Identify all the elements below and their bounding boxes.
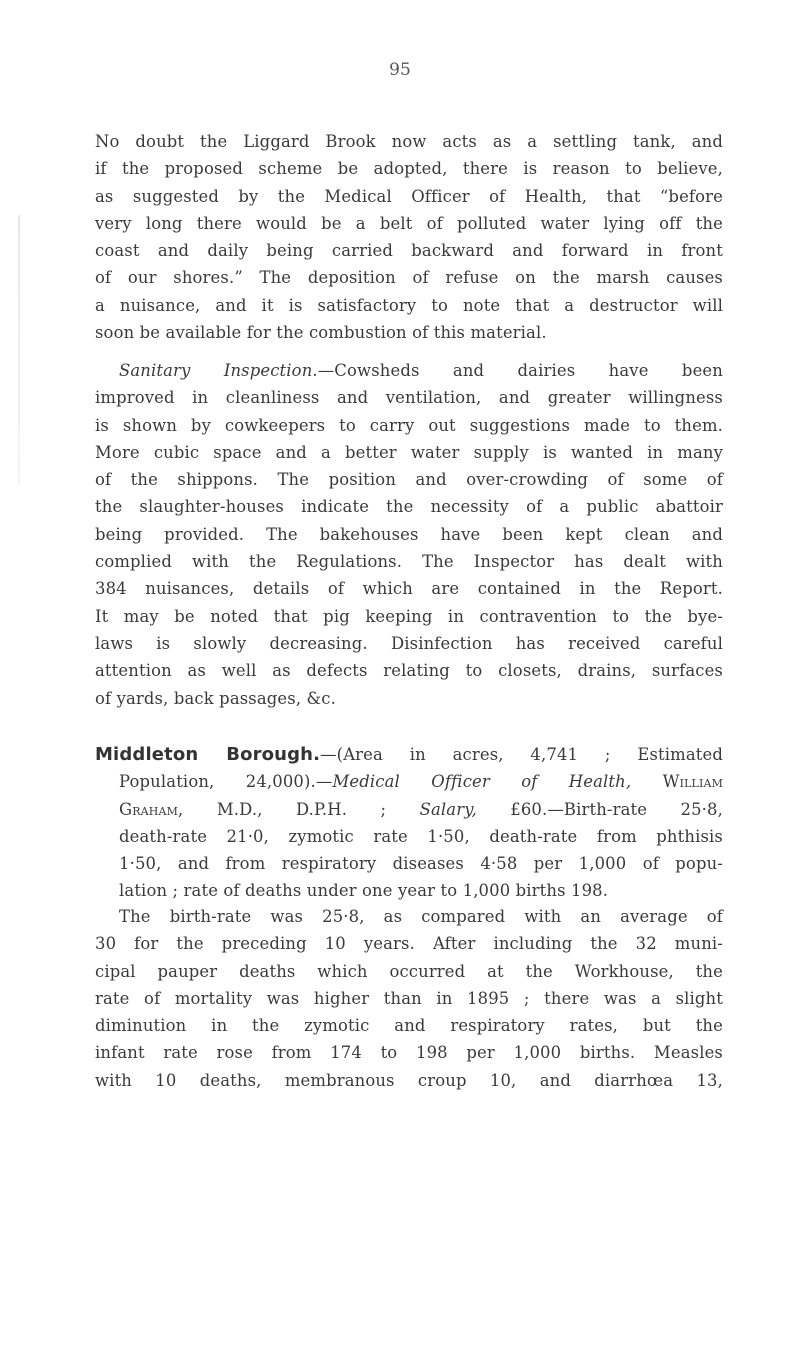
margin-scan-mark [18, 215, 20, 485]
text-line: the slaughter-houses indicate the necessity of a public abattoir [95, 497, 723, 517]
text-line: a nuisance, and it is satisfactory to note that a destructor will [95, 295, 723, 315]
officer-name: William [662, 772, 723, 792]
text-line: of yards, back passages, &c. [95, 688, 336, 708]
text-line: 30 for the preceding 10 years. After including the 32 muni- [95, 934, 723, 954]
text-run: —(Area in acres, 4,741 ; Estimated [320, 745, 724, 764]
paragraph-middleton-borough [95, 741, 723, 905]
text-line: cipal pauper deaths which occurred at the Workhouse, the [95, 961, 723, 981]
page-number: 95 [389, 60, 411, 80]
paragraph-birth-rate [95, 903, 723, 1094]
text-run: £60.—Birth-rate 25·8, [510, 799, 723, 819]
text-run: —Cowsheds and dairies have been [317, 361, 723, 380]
text-line: if the proposed scheme be adopted, there is reason to believe, [95, 159, 723, 179]
text-line: 384 nuisances, details of which are contained in the Report. [95, 579, 723, 599]
salary-label: Salary, [419, 799, 477, 819]
section-heading-middleton-borough: Middleton Borough. [95, 744, 321, 765]
text-line: coast and daily being carried backward and forward in front [95, 241, 723, 261]
text-line: diminution in the zymotic and respiratory rates, but the [95, 1016, 723, 1036]
text-line: with 10 deaths, membranous croup 10, and diarrhœa 13, [95, 1070, 723, 1090]
text-line: More cubic space and a better water supply is wanted in many [95, 442, 723, 462]
text-line [95, 741, 723, 768]
text-line: very long there would be a belt of polluted water lying off the [95, 213, 723, 233]
text-line: improved in cleanliness and ventilation, and greater willingness [95, 388, 723, 408]
text-line: rate of mortality was higher than in 1895 ; there was a slight [95, 988, 723, 1008]
text-line: attention as well as defects relating to closets, drains, surfaces [95, 661, 723, 681]
officer-surname: Graham, [119, 799, 184, 819]
text-run: M.D., D.P.H. ; [216, 799, 387, 819]
text-line: is shown by cowkeepers to carry out suggestions made to them. [95, 415, 723, 435]
text-line [95, 768, 723, 795]
text-line: No doubt the Liggard Brook now acts as a settling tank, and [95, 132, 723, 151]
officer-label: Medical Officer of Health, [332, 772, 632, 792]
paragraph-sanitary-inspection [95, 357, 723, 712]
text-run: Population, 24,000).— [119, 772, 333, 792]
text-line: The birth-rate was 25·8, as compared with an average of [119, 907, 723, 926]
text-line: lation ; rate of deaths under one year to 1,000 births 198. [119, 881, 609, 901]
text-line: It may be noted that pig keeping in contravention to the bye- [95, 606, 723, 626]
section-heading-sanitary-inspection: Sanitary Inspection. [119, 361, 318, 380]
text-line: infant rate rose from 174 to 198 per 1,000 births. Measles [95, 1043, 723, 1063]
text-line: death-rate 21·0, zymotic rate 1·50, death-rate from phthisis [119, 826, 723, 846]
text-line: as suggested by the Medical Officer of Health, that “before [95, 186, 723, 206]
text-line [95, 357, 723, 384]
text-line: of the shippons. The position and over-crowding of some of [95, 470, 723, 490]
paragraph-liggard-brook [95, 128, 723, 346]
text-line: being provided. The bakehouses have been kept clean and [95, 524, 723, 544]
text-line: of our shores.” The deposition of refuse on the marsh causes [95, 268, 723, 288]
text-line: laws is slowly decreasing. Disinfection has received careful [95, 633, 723, 653]
text-line [95, 796, 723, 823]
text-line: 1·50, and from respiratory diseases 4·58 per 1,000 of popu- [119, 854, 723, 874]
text-line: complied with the Regulations. The Inspector has dealt with [95, 552, 723, 572]
text-line: soon be available for the combustion of this material. [95, 323, 547, 343]
